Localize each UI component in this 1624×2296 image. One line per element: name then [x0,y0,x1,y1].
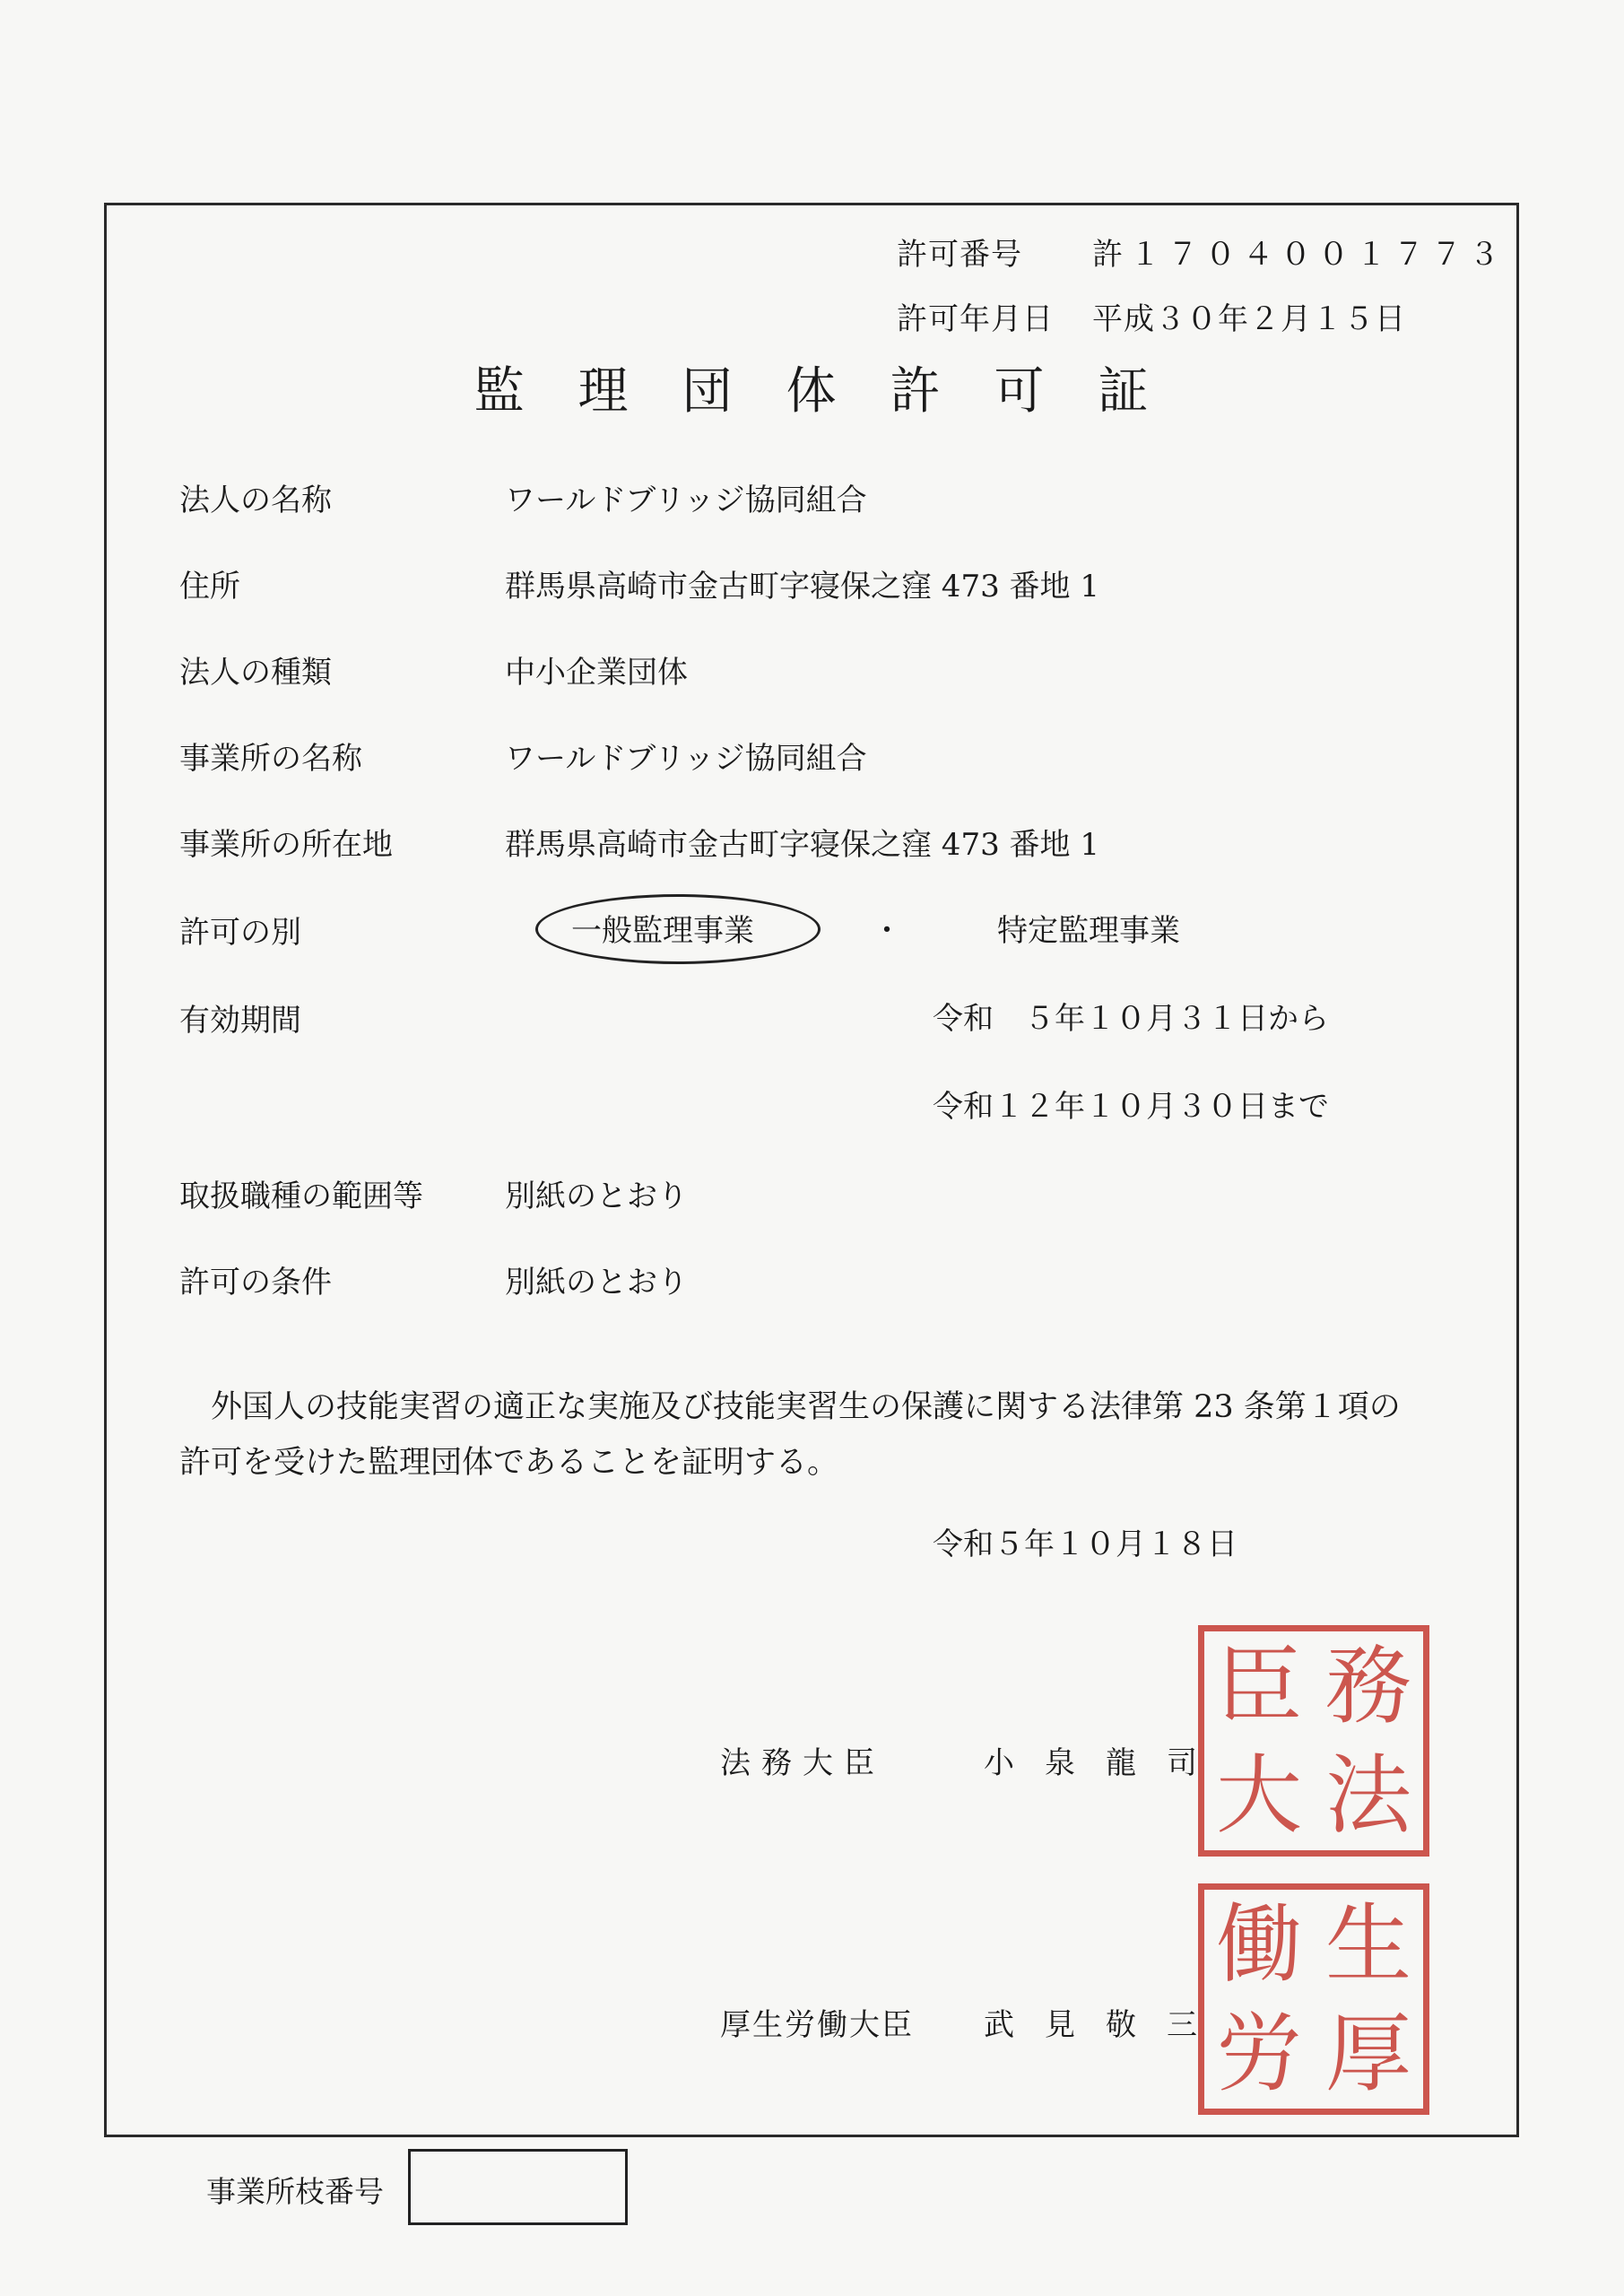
justice-minister-seal [1198,1625,1429,1857]
row-value-permit-conditions: 別紙のとおり [505,1265,688,1300]
seal-char: 厚 [1325,2004,1411,2104]
permit-number-value: 許１７０４００１７７３ [1092,237,1507,273]
seal-char: 生 [1325,1894,1411,1995]
seal-char: 臣 [1216,1636,1302,1736]
permit-date-value: 平成３０年２月１５日 [1092,301,1406,337]
row-value-job-scope: 別紙のとおり [505,1178,688,1214]
row-label-validity: 有効期間 [179,1003,301,1039]
row-label-office-location: 事業所の所在地 [179,827,393,863]
permit-type-separator: ・ [872,913,902,949]
branch-number-box [408,2149,628,2225]
row-label-permit-type: 許可の別 [179,915,301,951]
minister-justice-title: 法務大臣 [720,1745,885,1781]
row-label-office-name: 事業所の名称 [179,741,362,777]
validity-from: 令和 ５年１０月３１日から [933,1001,1329,1037]
permit-type-other: 特定監理事業 [997,913,1180,949]
row-value-corporation-type: 中小企業団体 [505,655,688,691]
permit-type-selected: 一般監理事業 [571,913,754,949]
statement-line-2: 許可を受けた監理団体であることを証明する。 [179,1445,839,1481]
minister-health-name: 武見敬三 [984,2007,1228,2043]
permit-number-label: 許可番号 [897,237,1022,273]
row-label-corporation-name: 法人の名称 [179,483,332,518]
issue-date: 令和５年１０月１８日 [933,1526,1238,1562]
validity-to: 令和１２年１０月３０日まで [933,1089,1329,1125]
seal-char: 務 [1325,1636,1411,1736]
certification-statement [179,1379,1471,1491]
row-label-permit-conditions: 許可の条件 [179,1265,332,1300]
health-minister-seal [1198,1883,1429,2115]
row-label-corporation-type: 法人の種類 [179,655,332,691]
minister-justice-name: 小泉龍司 [984,1745,1228,1781]
row-value-office-name: ワールドブリッジ協同組合 [505,741,867,777]
branch-number-label: 事業所枝番号 [206,2174,384,2209]
seal-char: 法 [1325,1745,1411,1846]
row-value-address: 群馬県高崎市金古町字寝保之窪 473 番地 1 [505,569,1099,604]
statement-line-1: 外国人の技能実習の適正な実施及び技能実習生の保護に関する法律第 23 条第１項の [211,1389,1401,1425]
row-label-job-scope: 取扱職種の範囲等 [179,1178,423,1214]
row-value-corporation-name: ワールドブリッジ協同組合 [505,483,867,518]
seal-char: 労 [1216,2004,1302,2104]
document-title: 監 理 団 体 許 可 証 [473,362,1151,421]
minister-health-title: 厚生労働大臣 [720,2007,914,2043]
row-value-office-location: 群馬県高崎市金古町字寝保之窪 473 番地 1 [505,827,1099,863]
row-label-address: 住所 [179,569,240,604]
seal-char: 大 [1216,1745,1302,1846]
seal-char: 働 [1216,1894,1302,1995]
permit-date-label: 許可年月日 [897,301,1054,337]
